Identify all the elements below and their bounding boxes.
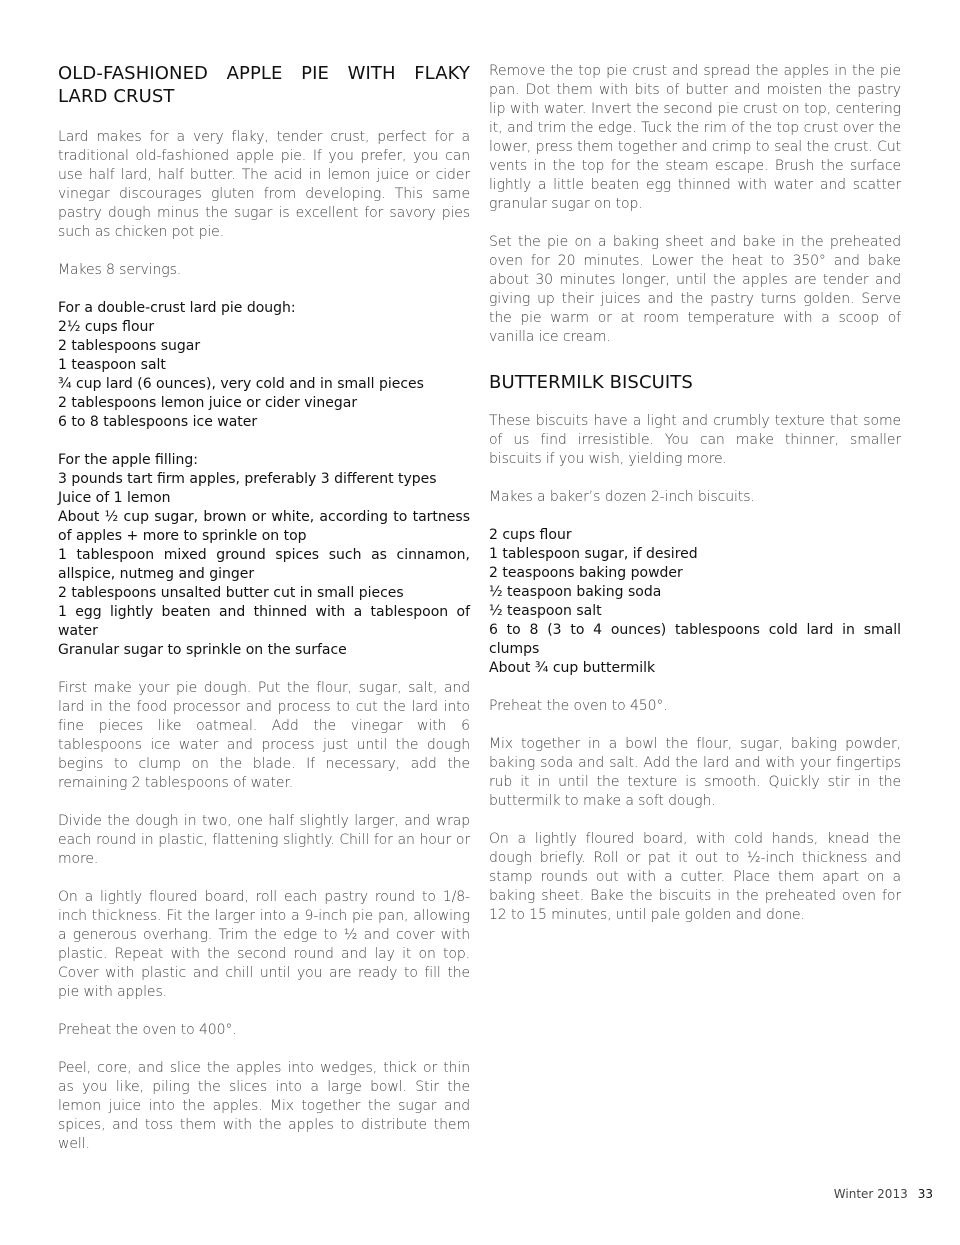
biscuit-ingredient-list xyxy=(489,526,901,678)
list-item: For a double-crust lard pie dough: xyxy=(58,300,296,316)
list-item: 1 teaspoon salt xyxy=(58,357,166,373)
apple-pie-step: First make your pie dough. Put the flour, sugar, salt, and lard in the food processor and process to cut the lard into fine pieces like oatmeal. Add the vinegar with 6 tablespoons ice water and process just until the dough begins to clump on the blade. If necessary, add the remaining 2 tablespoons of water. xyxy=(58,680,470,791)
biscuits-title: BUTTERMILK BISCUITS xyxy=(489,372,693,393)
dough-ingredient-list xyxy=(58,299,470,432)
list-item: 1 egg lightly beaten and thinned with a tablespoon of water xyxy=(58,604,470,639)
page-number: 33 xyxy=(917,1187,933,1201)
filling-ingredient-list xyxy=(58,451,470,660)
issue-label: Winter 2013 xyxy=(833,1187,908,1201)
apple-pie-step: Set the pie on a baking sheet and bake in the preheated oven for 20 minutes. Lower the heat to 350° and bake about 30 minutes longer, until the apples are tender and giving up their juices and the pastry turns golden. Serve the pie warm or at room temperature with a scoop of vanilla ice cream. xyxy=(489,234,901,345)
list-item: For the apple filling: xyxy=(58,452,199,468)
list-item: 2 tablespoons lemon juice or cider vinegar xyxy=(58,395,358,411)
apple-pie-step: Peel, core, and slice the apples into wedges, thick or thin as you like, piling the slices into a large bowl. Stir the lemon juice into the apples. Mix together the sugar and spices, and toss them with the apples to distribute them well. xyxy=(58,1060,470,1152)
list-item: 2 tablespoons unsalted butter cut in small pieces xyxy=(58,585,404,601)
left-column xyxy=(58,62,470,1173)
biscuits-yield: Makes a baker’s dozen 2-inch biscuits. xyxy=(489,489,755,505)
apple-pie-step: Preheat the oven to 400°. xyxy=(58,1022,237,1038)
list-item: 1 tablespoon mixed ground spices such as cinnamon, allspice, nutmeg and ginger xyxy=(58,547,470,582)
biscuits-intro: These biscuits have a light and crumbly texture that some of us find irresistible. You can make thinner, smaller biscuits if you wish, yielding more. xyxy=(489,413,901,467)
list-item: 2 cups flour xyxy=(489,527,572,543)
list-item: Granular sugar to sprinkle on the surface xyxy=(58,642,347,658)
list-item: 2½ cups flour xyxy=(58,319,155,335)
apple-pie-title: OLD-FASHIONED APPLE PIE WITH FLAKY LARD CRUST xyxy=(58,63,470,107)
list-item: Juice of 1 lemon xyxy=(58,490,171,506)
list-item: 1 tablespoon sugar, if desired xyxy=(489,546,698,562)
biscuits-step: On a lightly floured board, with cold hands, knead the dough briefly. Roll or pat it out to ½-inch thickness and stamp rounds out with a cutter. Place them apart on a baking sheet. Bake the biscuits in the preheated oven for 12 to 15 minutes, until pale golden and done. xyxy=(489,831,901,923)
biscuits-step: Preheat the oven to 450°. xyxy=(489,698,668,714)
apple-pie-step: On a lightly floured board, roll each pastry round to 1/8-inch thickness. Fit the larger into a 9-inch pie pan, allowing a generous overhang. Trim the edge to ½ and cover with plastic. Repeat with the second round and lay it on top. Cover with plastic and chill until you are ready to fill the pie with apples. xyxy=(58,889,470,1000)
list-item: About ¾ cup buttermilk xyxy=(489,660,656,676)
apple-pie-step: Remove the top pie crust and spread the apples in the pie pan. Dot them with bits of butter and moisten the pastry lip with water. Invert the second pie crust on top, centering it, and trim the edge. Tuck the rim of the top crust over the lower, press them together and crimp to seal the crust. Cut vents in the top for the steam escape. Brush the surface lightly a little beaten egg thinned with water and scatter granular sugar on top. xyxy=(489,63,901,212)
page-footer xyxy=(834,1187,933,1201)
list-item: 2 tablespoons sugar xyxy=(58,338,201,354)
biscuits-step: Mix together in a bowl the flour, sugar, baking powder, baking soda and salt. Add the lard and with your fingertips rub it in until the texture is smooth. Quickly stir in the buttermilk to make a soft dough. xyxy=(489,736,901,809)
apple-pie-step: Divide the dough in two, one half slightly larger, and wrap each round in plastic, flattening slightly. Chill for an hour or more. xyxy=(58,813,470,867)
list-item: ½ teaspoon salt xyxy=(489,603,602,619)
list-item: 2 teaspoons baking powder xyxy=(489,565,683,581)
right-column xyxy=(489,62,901,944)
list-item: About ½ cup sugar, brown or white, according to tartness of apples + more to sprinkle on top xyxy=(58,509,470,544)
list-item: ½ teaspoon baking soda xyxy=(489,584,662,600)
list-item: ¾ cup lard (6 ounces), very cold and in small pieces xyxy=(58,376,424,392)
apple-pie-intro: Lard makes for a very flaky, tender crust, perfect for a traditional old-fashioned apple pie. If you prefer, you can use half lard, half butter. The acid in lemon juice or cider vinegar discourages gluten from developing. This same pastry dough minus the sugar is excellent for savory pies such as chicken pot pie. xyxy=(58,129,470,240)
list-item: 6 to 8 (3 to 4 ounces) tablespoons cold lard in small clumps xyxy=(489,622,901,657)
apple-pie-yield: Makes 8 servings. xyxy=(58,262,182,278)
list-item: 6 to 8 tablespoons ice water xyxy=(58,414,258,430)
list-item: 3 pounds tart firm apples, preferably 3 different types xyxy=(58,471,437,487)
